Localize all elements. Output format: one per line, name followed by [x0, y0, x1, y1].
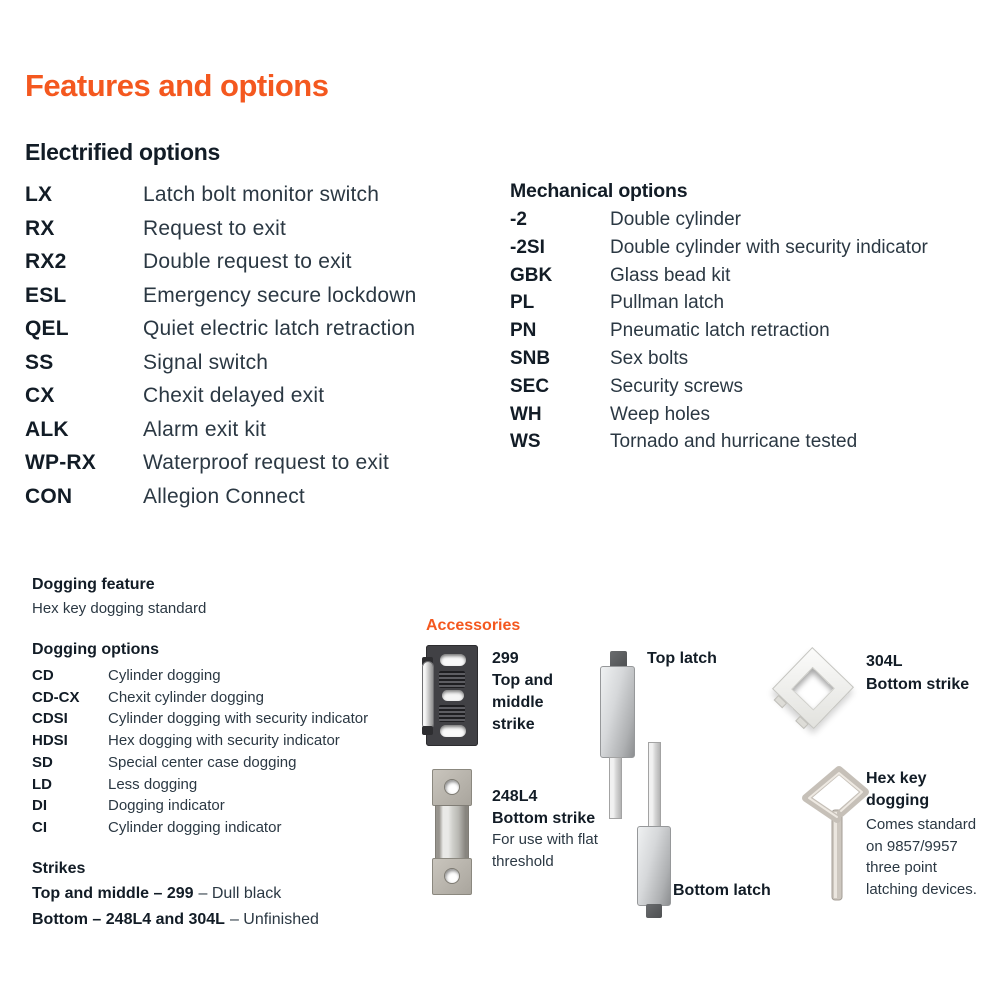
option-description: Sex bolts [610, 347, 689, 369]
option-description: Chexit cylinder dogging [108, 688, 264, 706]
strike-299-label [492, 648, 576, 736]
option-row [32, 665, 432, 687]
option-code: CD [32, 667, 54, 684]
option-code: PL [510, 292, 535, 314]
mechanical-options-section [510, 176, 995, 456]
top-latch-image [600, 651, 640, 819]
option-row [32, 795, 432, 817]
dogging-feature-text: Hex key dogging standard [32, 600, 207, 617]
strike-304l-code: 304L [866, 653, 903, 670]
option-description: Cylinder dogging [108, 667, 221, 684]
option-row [25, 279, 505, 313]
option-description: Double request to exit [143, 250, 352, 273]
hex-key-icon [797, 762, 872, 904]
option-row [510, 206, 995, 234]
hex-key-label-block [866, 768, 990, 900]
option-row [25, 379, 505, 413]
option-row [25, 245, 505, 279]
option-code: WP-RX [25, 451, 96, 474]
mechanical-options-list [510, 206, 995, 456]
option-description: Allegion Connect [143, 484, 305, 508]
option-row [510, 373, 995, 401]
strike-248l4-note: For use with flat threshold [492, 831, 598, 870]
electrified-options-list [25, 178, 505, 513]
option-code: LD [32, 775, 52, 793]
strike-line-rest: – Unfinished [229, 911, 319, 928]
option-code: RX [25, 216, 55, 240]
option-description: Double cylinder with security indicator [610, 236, 928, 258]
option-code: CON [25, 484, 73, 508]
option-code: GBK [510, 264, 553, 286]
option-code: ESL [25, 283, 67, 307]
option-row [510, 262, 995, 290]
strikes-heading: Strikes [32, 860, 86, 877]
option-description: Glass bead kit [610, 264, 731, 286]
option-description: Pullman latch [610, 292, 725, 314]
strike-line-rest: – Dull black [198, 885, 282, 902]
option-row [510, 428, 995, 456]
option-description: Chexit delayed exit [143, 384, 325, 407]
option-code: CI [32, 818, 47, 836]
option-row [25, 178, 505, 212]
hex-key-image [797, 762, 872, 904]
option-row [32, 730, 432, 752]
top-latch-label: Top latch [647, 650, 717, 667]
option-code: DI [32, 797, 47, 815]
option-description: Request to exit [143, 216, 287, 240]
mechanical-options-heading: Mechanical options [510, 180, 688, 202]
option-code: LX [25, 183, 53, 206]
strike-299-code: 299 [492, 650, 519, 667]
option-row [25, 446, 505, 480]
dogging-section [32, 574, 432, 839]
electrified-options-heading: Electrified options [25, 139, 220, 165]
strike-248l4-name: Bottom strike [492, 809, 596, 827]
option-description: Alarm exit kit [143, 417, 266, 441]
option-code: QEL [25, 317, 69, 340]
strike-line-bold: Bottom – 248L4 and 304L [32, 911, 225, 928]
strike-line [32, 881, 452, 907]
option-row [510, 234, 995, 262]
option-code: HDSI [32, 732, 68, 750]
option-row [32, 774, 432, 796]
option-row [32, 817, 432, 839]
option-row [25, 413, 505, 447]
option-description: Emergency secure lockdown [143, 283, 417, 307]
strike-304l-image [772, 647, 854, 729]
option-description: Tornado and hurricane tested [610, 431, 858, 453]
hex-key-note: Comes standard on 9857/9957 three point latching devices. [866, 816, 977, 898]
strike-248l4-code: 248L4 [492, 788, 538, 805]
strike-248l4-label [492, 786, 604, 872]
option-row [510, 289, 995, 317]
option-code: -2SI [510, 236, 545, 258]
option-row [32, 687, 432, 709]
strike-299-name: Top and middle strike [492, 672, 554, 733]
dogging-feature-heading: Dogging feature [32, 576, 155, 593]
option-code: SNB [510, 347, 551, 369]
option-row [510, 401, 995, 429]
option-row [32, 708, 432, 730]
bottom-latch-label: Bottom latch [673, 882, 771, 899]
option-code: ALK [25, 417, 69, 441]
option-description: Weep holes [610, 403, 710, 425]
strike-line-bold: Top and middle – 299 [32, 885, 194, 902]
dogging-options-heading: Dogging options [32, 641, 160, 658]
option-code: WH [510, 403, 542, 425]
strike-line [32, 907, 452, 933]
option-description: Waterproof request to exit [143, 451, 390, 474]
option-code: SD [32, 753, 53, 771]
option-code: SEC [510, 375, 550, 397]
option-description: Cylinder dogging with security indicator [108, 710, 369, 728]
bottom-latch-image [637, 742, 677, 918]
option-description: Special center case dogging [108, 753, 297, 771]
option-code: -2 [510, 209, 527, 230]
option-description: Security screws [610, 375, 744, 397]
strike-304l-label [866, 650, 998, 696]
option-row [510, 345, 995, 373]
page-title: Features and options [25, 68, 329, 103]
option-code: PN [510, 320, 537, 342]
option-description: Cylinder dogging indicator [108, 818, 282, 836]
strike-299-image [423, 645, 479, 746]
option-description: Latch bolt monitor switch [143, 183, 380, 206]
option-description: Pneumatic latch retraction [610, 320, 830, 342]
option-row [25, 312, 505, 346]
dogging-options-list [32, 665, 432, 839]
option-row [25, 212, 505, 246]
option-description: Less dogging [108, 775, 198, 793]
strike-304l-name: Bottom strike [866, 676, 970, 693]
option-code: CDSI [32, 710, 68, 728]
option-description: Double cylinder [610, 209, 741, 230]
strikes-section [32, 858, 452, 933]
strikes-lines [32, 881, 452, 933]
strike-248l4-image [432, 769, 472, 895]
option-description: Signal switch [143, 350, 269, 374]
option-code: RX2 [25, 250, 67, 273]
option-code: CX [25, 384, 55, 407]
accessories-heading: Accessories [426, 617, 521, 634]
option-description: Hex dogging with security indicator [108, 732, 340, 750]
hex-key-label: Hex key dogging [866, 770, 930, 809]
option-code: CD-CX [32, 688, 80, 706]
option-row [25, 480, 505, 514]
option-row [32, 752, 432, 774]
option-code: WS [510, 431, 541, 453]
option-code: SS [25, 350, 54, 374]
option-row [25, 346, 505, 380]
option-description: Quiet electric latch retraction [143, 317, 416, 340]
option-description: Dogging indicator [108, 797, 225, 815]
option-row [510, 317, 995, 345]
